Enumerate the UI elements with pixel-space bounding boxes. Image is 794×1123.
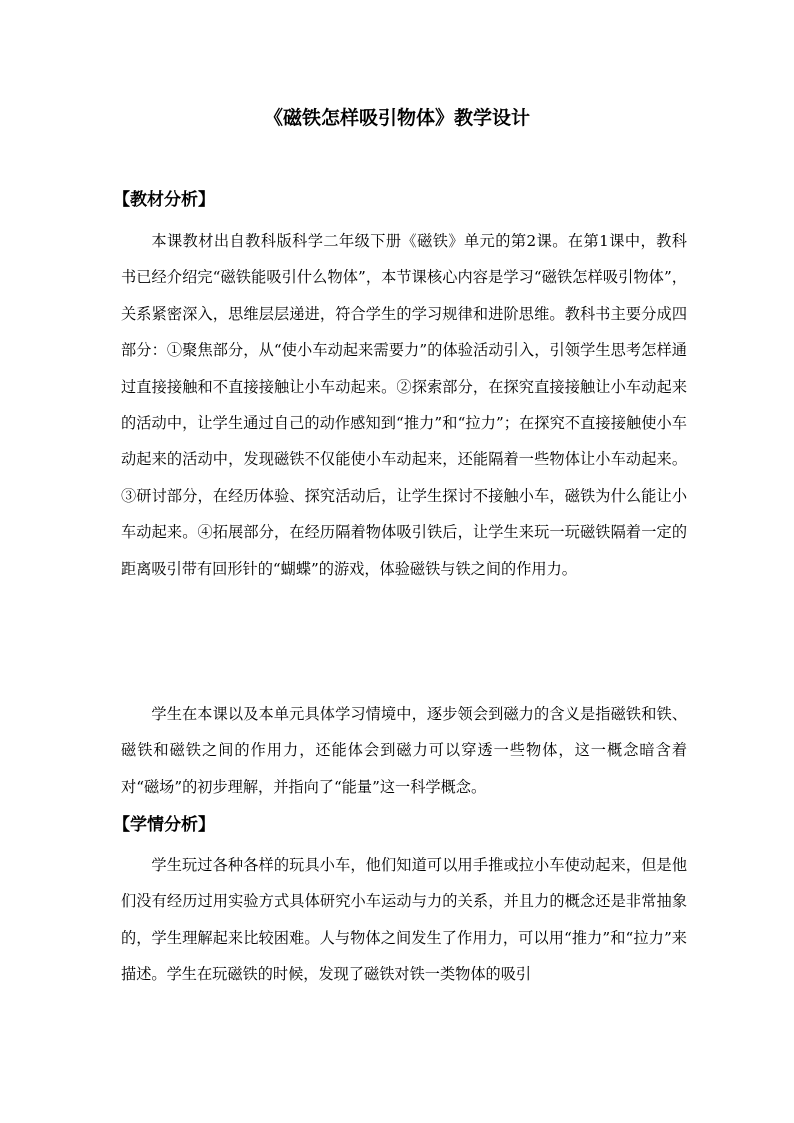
paragraph-student-analysis-1: 学生玩过各种各样的玩具小车，他们知道可以用手推或拉小车使动起来，但是他们没有经历过用实验方式具体研究小车运动与力的关系，并且力的概念还是非常抽象的，学生理解起来比较困难。人与物体之间发生了作用力，可以用“推力”和“拉力”来描述。学生在玩磁铁的时候，发现了磁铁对铁一类物体的吸引 bbox=[121, 856, 687, 984]
section-heading-textbook-analysis: 【教材分析】 bbox=[113, 190, 215, 210]
document-title: 《磁铁怎样吸引物体》教学设计 bbox=[263, 107, 530, 129]
paragraph-textbook-analysis-1: 本课教材出自教科版科学二年级下册《磁铁》单元的第2课。在第1课中，教科书已经介绍完“磁铁能吸引什么物体”，本节课核心内容是学习“磁铁怎样吸引物体”，关系紧密深入，思维层层递进，符合学生的学习规律和进阶思维。教科书主要分成四部分：①聚焦部分，从“使小车动起来需要力”的体验活动引入，引领学生思考怎样通过直接接触和不直接接触让小车动起来。②探索部分，在探究直接接触让小车动起来的活动中，让学生通过自己的动作感知到“推力”和“拉力”；在探究不直接接触使小车动起来的活动中，发现磁铁不仅能使小车动起来，还能隔着一些物体让小车动起来。③研讨部分，在经历体验、探究活动后，让学生探讨不接触小车，磁铁为什么能让小车动起来。④拓展部分，在经历隔着物体吸引铁后，让学生来玩一玩磁铁隔着一定的距离吸引带有回形针的“蝴蝶”的游戏，体验磁铁与铁之间的作用力。 bbox=[121, 232, 687, 578]
paragraph-textbook-analysis-2: 学生在本课以及本单元具体学习情境中，逐步领会到磁力的含义是指磁铁和铁、磁铁和磁铁之间的作用力，还能体会到磁力可以穿透一些物体，这一概念暗含着对“磁场”的初步理解，并指向了“能量”这一科学概念。 bbox=[121, 705, 687, 796]
section-heading-student-analysis: 【学情分析】 bbox=[113, 815, 215, 835]
